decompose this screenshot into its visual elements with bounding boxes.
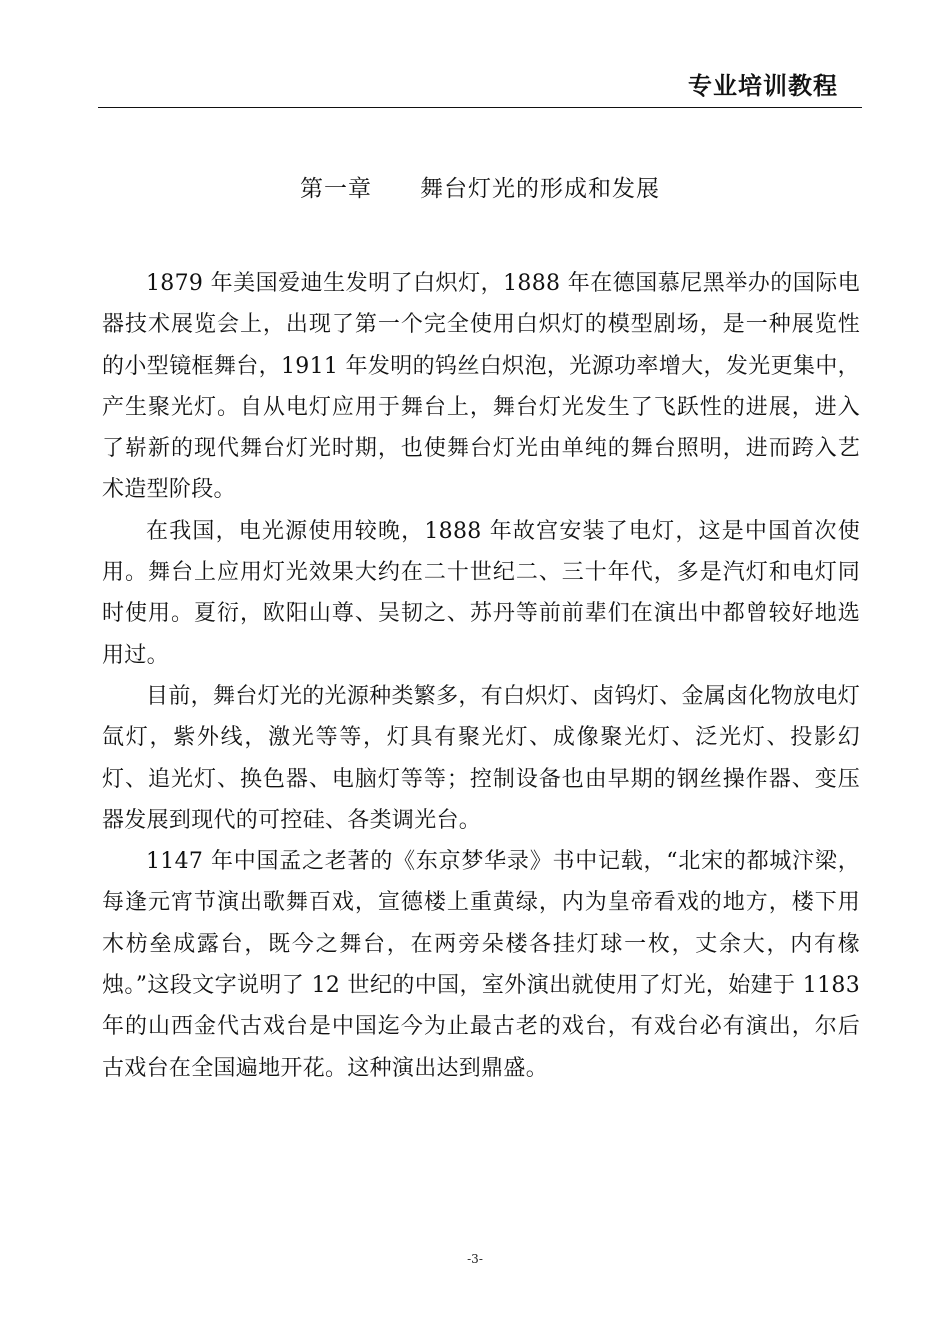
paragraph: 1147 年中国孟之老著的《东京梦华录》书中记载，“北宋的都城汴梁，每逢元宵节演出歌舞百戏，宣德楼上重黄绿，内为皇帝看戏的地方，楼下用木枋垒成露台，既今之舞台，在两旁朵楼各挂灯球一枚，丈余大，内有椽烛。”这段文字说明了 12 世纪的中国，室外演出就使用了灯光，始建于 1183 年的山西金代古戏台是中国迄今为止最古老的戏台，有戏台必有演出，尔后古戏台在全国遍地开花。这种演出达到鼎盛。 xyxy=(102,849,860,1081)
page-number: -3- xyxy=(467,1252,483,1266)
paragraph: 目前，舞台灯光的光源种类繁多，有白炽灯、卤钨灯、金属卤化物放电灯氙灯，紫外线，激光等等，灯具有聚光灯、成像聚光灯、泛光灯、投影幻灯、追光灯、换色器、电脑灯等等；控制设备也由早期的钢丝操作器、变压器发展到现代的可控硅、各类调光台。 xyxy=(102,683,860,833)
header-title: 专业培训教程 xyxy=(688,72,838,100)
chapter-title: 第一章 舞台灯光的形成和发展 xyxy=(300,176,660,202)
paragraph: 1879 年美国爱迪生发明了白炽灯，1888 年在德国慕尼黑举办的国际电器技术展览会上，出现了第一个完全使用白炽灯的模型剧场，是一种展览性的小型镜框舞台，1911 年发明的钨丝白炽泡，光源功率增大，发光更集中，产生聚光灯。自从电灯应用于舞台上，舞台灯光发生了飞跃性的进展，进入了崭新的现代舞台灯光时期，也使舞台灯光由单纯的舞台照明，进而跨入艺术造型阶段。 xyxy=(102,271,860,503)
paragraph: 在我国，电光源使用较晚，1888 年故宫安装了电灯，这是中国首次使用。舞台上应用灯光效果大约在二十世纪二、三十年代，多是汽灯和电灯同时使用。夏衍，欧阳山尊、吴韧之、苏丹等前前辈们在演出中都曾较好地选用过。 xyxy=(102,518,860,668)
body-text xyxy=(102,263,860,1089)
header-divider xyxy=(98,107,862,108)
